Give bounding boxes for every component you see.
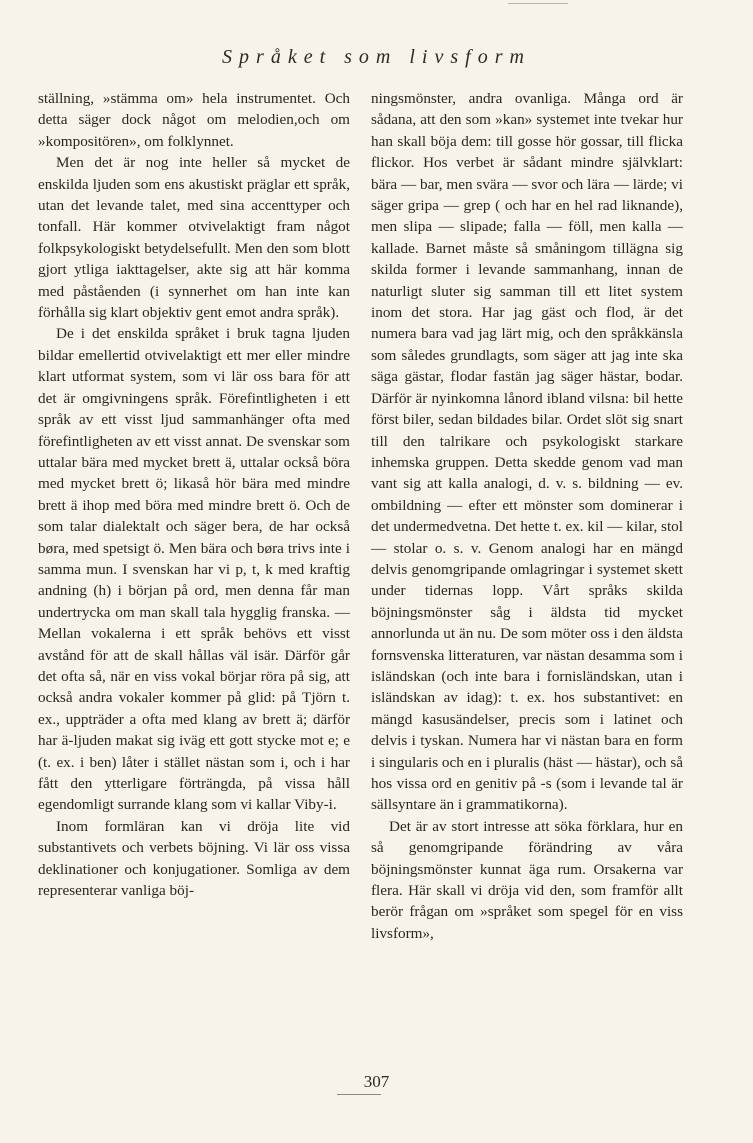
page-number-underline (337, 1094, 381, 1095)
left-paragraph-1: ställning, »stämma om» hela instrumentet. Och detta säger dock något om melodien,och om »kompositören», om folklynnet. (38, 90, 350, 150)
right-paragraph-1: ningsmönster, andra ovanliga. Många ord är sådana, att den som »kan» systemet inte tvekar hur han skall böja dem: till gosse hör gossar, till flicka flickor. Hos verbet är sådant mindre självklart: bära — bar, men svära — svor och lära — lärde; vi säger gripa — grep ( och har en hel rad liknande), men slipa — slipade; falla — föll, men kalla — kallade. Barnet måste så småningom tillägna sig skilda former i levande sammanhang, innan de naturligt sluter sig samman till ett litet system inom det stora. Har jag gäst och flod, är det numera bara vad jag lärt mig, och den språkkänsla som således grundlagts, som säger att jag inte ska säga gästar, flodar fastän jag säger hästar, bodar. Därför är nyinkomna lånord ibland vilsna: bil hette först biler, sedan bildades bilar. Ordet slöt sig snart till den talrikare och psykologiskt starkare inhemska gruppen. Detta skedde genom vad man vant sig att kalla analogi, d. v. s. bildning — ev. ombildning — efter ett mönster som dominerar i det undermedvetna. Det hette t. ex. kil — kilar, stol — stolar o. s. v. Genom analogi har en mängd delvis genomgripande omlagringar i systemet skett under tidernas lopp. Vårt språks skilda böjningsmönster såg i äldsta tid mycket annorlunda ut än nu. De som möter oss i den äldsta fornsvenska litteraturen, var nästan desamma som i isländskan (och inte bara i fornisländskan, utan i isländskan av idag): t. ex. hos substantivet: en mängd kasusändelser, precis som i latinet och delvis i tyskan. Numera har vi nästan bara en form i singularis och en i pluralis (häst — hästar), och så hos vissa ord en genitiv på -s (som i levande tal är sällsyntare än i grammatikorna). (371, 90, 683, 814)
top-edge-rule (508, 3, 568, 4)
left-paragraph-2: Men det är nog inte heller så mycket de enskilda ljuden som ens akustiskt präglar ett språk, utan det levande talet, med sina accenttyper och tonfall. Här kommer otvivelaktigt fram något folkpsykologiskt betydelsefullt. Men den som blott gjort ytliga iakttagelser, akte sig att här komma med påståenden (i synnerhet om han inte kan förhålla sig klart objektiv gent emot andra språk). (38, 154, 350, 322)
left-column (38, 88, 350, 901)
left-paragraph-3: De i det enskilda språket i bruk tagna ljuden bildar emellertid otvivelaktigt ett mer eller mindre klart utformat system, som vi lär oss bara för att det är omgivningens språk. Förefintligheten i ett språk av ett visst ljud sammanhänger ofta med förefintligheten av ett visst annat. De svenskar som uttalar bära med mycket brett ä, uttalar också böra med mycket brett ö; likaså hör bära med mindre brett ä ihop med böra med mindre brett ö. Och de som talar dialektalt och säger bera, de har också børa, med spetsigt ö. Men bära och børa trivs inte i samma mun. I svenskan har vi p, t, k med kraftig andning (h) i början på ord, men denna får man undertrycka om man skall tala hygglig franska. — Mellan vokalerna i ett språk behövs ett visst avstånd för att de skall hållas väl isär. Därför går det ofta så, när en viss vokal börjar röra på sig, att också andra vokaler kommer på glid: på Tjörn t. ex., uppträder a ofta med klang av brett ä; därför har ä-ljuden makat sig iväg ett gott stycke mot e; e (t. ex. i ben) låter i stället nästan som i, och i har fått den ytterligare förträngda, på vissa håll egendomligt surrande klang som vi kallar Viby-i. (38, 325, 350, 814)
running-header: Språket som livsform (222, 46, 531, 68)
right-paragraph-2: Det är av stort intresse att söka förklara, hur en så genomgripande förändring av våra böjningsmönster kunnat äga rum. Orsakerna var flera. Här skall vi dröja vid den, som framför allt berör frågan om »språket som spegel för en viss livsform», (371, 817, 683, 942)
right-column (371, 88, 683, 944)
left-paragraph-4: Inom formläran kan vi dröja lite vid substantivets och verbets böjning. Vi lär oss vissa deklinationer och konjugationer. Somliga av dem representerar vanliga böj- (38, 817, 350, 900)
page-number: 307 (363, 1072, 390, 1091)
